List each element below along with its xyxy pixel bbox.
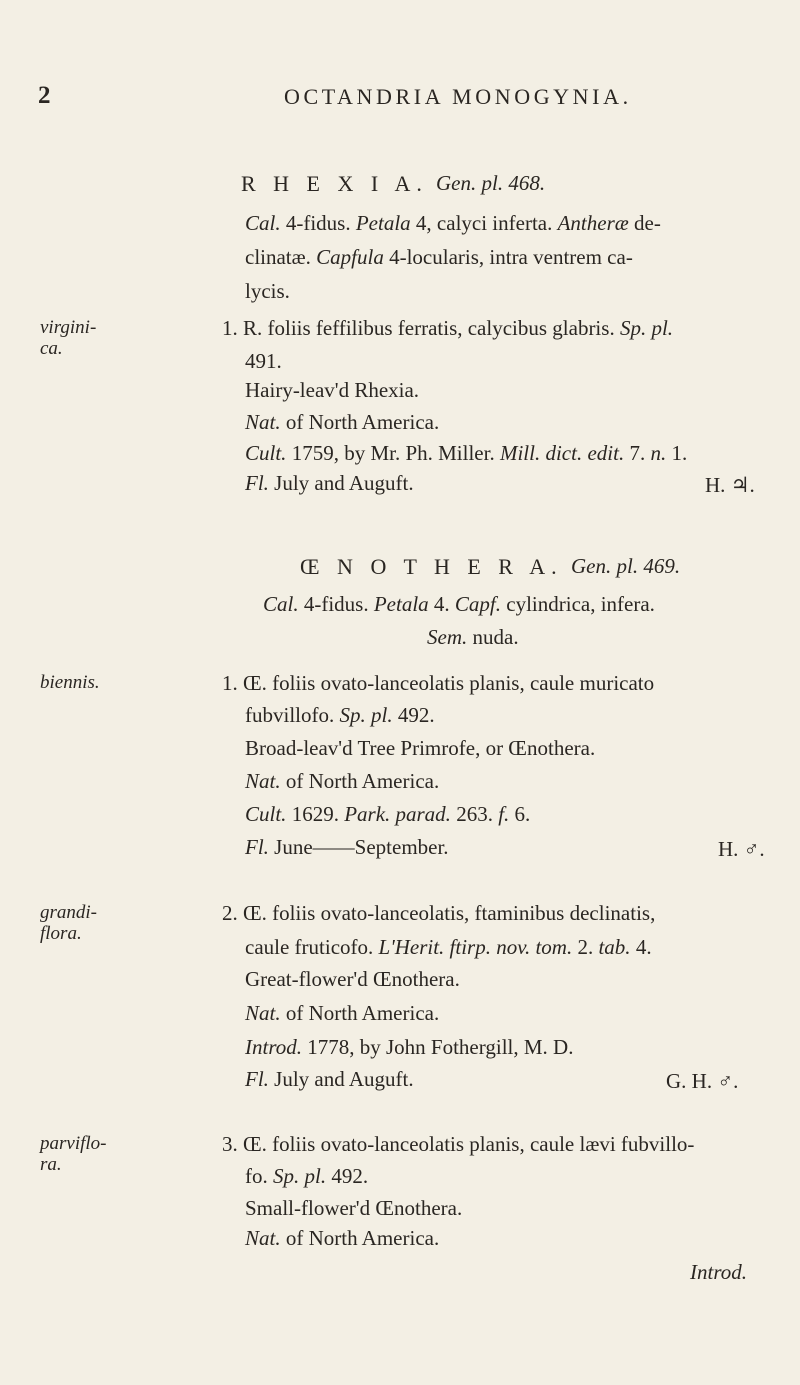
margin-text: ra.	[40, 1153, 62, 1175]
reference: Sp. pl.	[339, 703, 393, 727]
habit-symbol: H. ♃.	[705, 473, 755, 497]
reference: n.	[650, 441, 667, 465]
text: de-	[628, 211, 661, 235]
oenothera-character-line1	[263, 594, 655, 615]
common-name: Hairy-leav'd Rhexia.	[245, 378, 420, 402]
species-diagnosis-cont	[245, 1166, 368, 1187]
species-diagnosis: 3. Œ. foliis ovato-lanceolatis planis, caule lævi fubvillo-	[222, 1132, 695, 1156]
habit-symbol: G. H. ♂.	[666, 1069, 739, 1093]
species-diagnosis	[222, 318, 673, 339]
species-diagnosis-cont	[245, 937, 652, 958]
reference: Park. parad.	[344, 802, 451, 826]
margin-species-name-parviflora	[40, 1134, 107, 1176]
common-name: Great-flower'd Œnothera.	[245, 967, 460, 991]
text: June——September.	[268, 835, 449, 859]
species-diagnosis: 1. Œ. foliis ovato-lanceolatis planis, caule muricato	[222, 671, 655, 695]
margin-text: biennis.	[40, 672, 100, 693]
text: nuda.	[467, 625, 519, 649]
genus-name: Œ N O T H E R A.	[300, 554, 563, 579]
running-header: OCTANDRIA MONOGYNIA.	[284, 84, 632, 109]
margin-species-name-biennis	[40, 673, 100, 694]
term-antherae: Antheræ	[557, 211, 629, 235]
cultivation-note	[245, 804, 530, 825]
term-capfula: Capfula	[316, 245, 384, 269]
text: 6.	[509, 802, 531, 826]
text: July and Auguft.	[268, 1067, 414, 1091]
native-range	[245, 771, 439, 792]
text: fo.	[245, 1164, 273, 1188]
species-diagnosis-cont: 491.	[245, 349, 282, 373]
text: July and Auguft.	[268, 471, 414, 495]
term-cult: Cult.	[245, 441, 287, 465]
common-name: Broad-leav'd Tree Primrofe, or Œnothera.	[245, 736, 596, 760]
text: of North America.	[280, 410, 440, 434]
margin-species-name-grandiflora	[40, 903, 97, 945]
term-petala: Petala	[355, 211, 411, 235]
text: 4-fidus.	[298, 592, 374, 616]
text: 1.	[666, 441, 688, 465]
text: cylindrica, infera.	[501, 592, 655, 616]
page-number: 2	[38, 82, 51, 109]
margin-species-name-virginica	[40, 318, 96, 360]
habit-symbol: H. ♂.	[718, 837, 765, 861]
native-range	[245, 1003, 439, 1024]
term-fl: Fl.	[245, 471, 269, 495]
margin-text: flora.	[40, 922, 82, 944]
native-range	[245, 1228, 439, 1249]
term-sem: Sem.	[427, 625, 468, 649]
text: of North America.	[280, 769, 440, 793]
genus-reference: Gen. pl. 469.	[571, 554, 681, 578]
reference: Mill. dict. edit.	[499, 441, 625, 465]
text: 1. R. foliis feffilibus ferratis, calycibus glabris.	[222, 316, 620, 340]
term-nat: Nat.	[245, 1226, 281, 1250]
term-introd: Introd.	[245, 1035, 302, 1059]
species-diagnosis-cont	[245, 705, 435, 726]
margin-text: virgini-	[40, 317, 97, 338]
text: caule fruticofo.	[245, 935, 379, 959]
rhexia-character-line3: lycis.	[245, 279, 290, 303]
term-nat: Nat.	[245, 410, 281, 434]
reference: f.	[498, 802, 510, 826]
text: of North America.	[280, 1226, 440, 1250]
text: 263.	[450, 802, 499, 826]
term-cal: Cal.	[245, 211, 281, 235]
term-capf: Capf.	[454, 592, 502, 616]
native-range	[245, 412, 439, 433]
text: 492.	[326, 1164, 369, 1188]
text: 492.	[392, 703, 435, 727]
text: fubvillofo.	[245, 703, 340, 727]
genus-name: R H E X I A.	[241, 171, 428, 196]
margin-text: grandi-	[40, 902, 97, 923]
genus-reference: Gen. pl. 468.	[436, 171, 546, 195]
term-nat: Nat.	[245, 769, 281, 793]
text: 4.	[428, 592, 455, 616]
text: 4-fidus.	[280, 211, 356, 235]
reference: L'Herit. ftirp. nov. tom.	[378, 935, 573, 959]
rhexia-character-line2	[245, 247, 633, 268]
common-name: Small-flower'd Œnothera.	[245, 1196, 463, 1220]
text: 4-locularis, intra ventrem ca-	[383, 245, 633, 269]
margin-text: parviflo-	[40, 1133, 107, 1154]
oenothera-character-line2	[427, 627, 519, 648]
margin-text: ca.	[40, 337, 63, 359]
introduction-note	[245, 1037, 573, 1058]
term-fl: Fl.	[245, 1067, 269, 1091]
reference: Sp. pl.	[273, 1164, 327, 1188]
reference: Sp. pl.	[619, 316, 674, 340]
flowering-time	[245, 473, 414, 494]
flowering-time	[245, 837, 449, 858]
text: 4.	[630, 935, 652, 959]
text: 4, calyci inferta.	[410, 211, 558, 235]
term-petala: Petala	[373, 592, 429, 616]
rhexia-character-line1	[245, 213, 661, 234]
term-nat: Nat.	[245, 1001, 281, 1025]
text: of North America.	[280, 1001, 440, 1025]
flowering-time	[245, 1069, 414, 1090]
text: 1778, by John Fothergill, M. D.	[301, 1035, 574, 1059]
cultivation-note	[245, 443, 687, 464]
reference: tab.	[598, 935, 631, 959]
text: 2.	[572, 935, 599, 959]
term-cal: Cal.	[263, 592, 299, 616]
text: 1759, by Mr. Ph. Miller.	[286, 441, 500, 465]
text: clinatæ.	[245, 245, 317, 269]
catchword: Introd.	[690, 1260, 747, 1284]
text: 7.	[624, 441, 651, 465]
term-cult: Cult.	[245, 802, 287, 826]
species-diagnosis: 2. Œ. foliis ovato-lanceolatis, ftaminibus declinatis,	[222, 901, 656, 925]
text: 1629.	[286, 802, 345, 826]
term-fl: Fl.	[245, 835, 269, 859]
